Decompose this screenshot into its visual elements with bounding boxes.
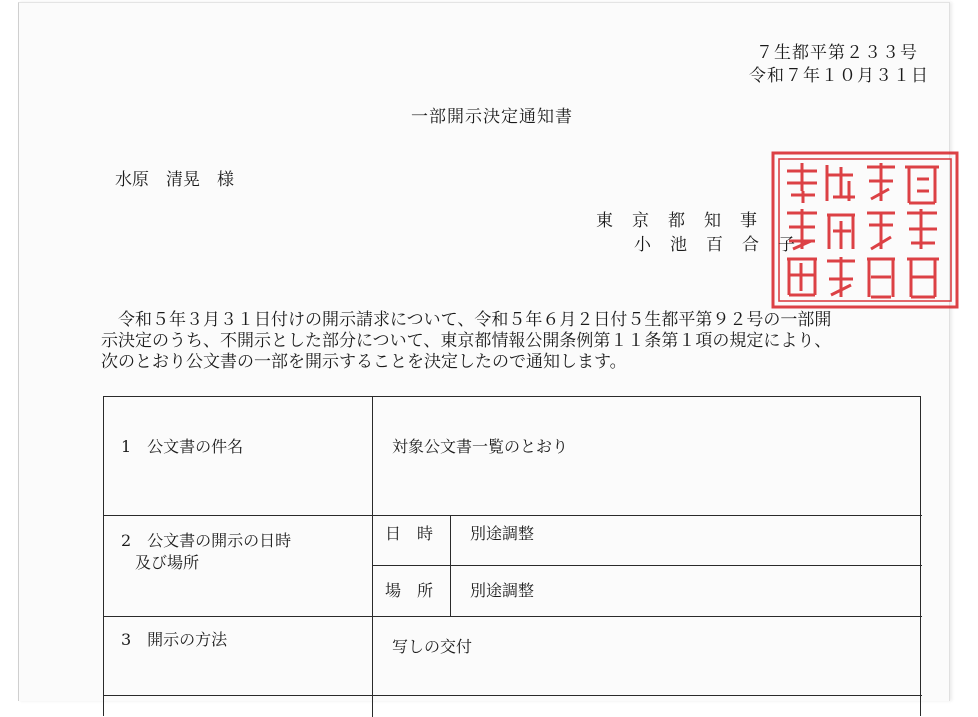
sub-column-divider bbox=[450, 515, 451, 616]
body-line-1: 令和５年３月３１日付けの開示請求について、令和５年６月２日付５生都平第９２号の一部開 bbox=[118, 310, 832, 330]
row-3-value: 写しの交付 bbox=[392, 637, 473, 656]
sender-name: 小池百合子 bbox=[634, 235, 814, 255]
row-2-sub-1-key: 日 時 bbox=[385, 524, 434, 543]
row-1-value: 対象公文書一覧のとおり bbox=[392, 437, 569, 456]
row-2-label-line-1: 2 公文書の開示の日時 bbox=[121, 531, 292, 550]
row-2-sub-2-key: 場 所 bbox=[385, 581, 434, 600]
body-line-2: 示決定のうち、不開示とした部分について、東京都情報公開条例第１１条第１項の規定により、 bbox=[101, 331, 832, 351]
reference-number: ７生都平第２３３号 bbox=[756, 43, 918, 63]
sub-row-divider bbox=[372, 565, 922, 566]
row-divider bbox=[104, 695, 922, 696]
document-page bbox=[18, 2, 950, 701]
issue-date: 令和７年１０月３１日 bbox=[749, 66, 929, 86]
document-title: 一部開示決定通知書 bbox=[411, 107, 573, 127]
row-2-sub-1-value: 別途調整 bbox=[470, 524, 535, 543]
sender-title: 東京都知事 bbox=[596, 211, 776, 231]
row-divider bbox=[104, 616, 922, 617]
column-divider bbox=[372, 397, 373, 717]
row-3-label: 3 開示の方法 bbox=[121, 630, 228, 649]
row-2-label-line-2: 及び場所 bbox=[135, 553, 200, 572]
row-divider bbox=[104, 515, 922, 516]
addressee: 水原 清晃 様 bbox=[115, 170, 234, 190]
row-2-sub-2-value: 別途調整 bbox=[470, 581, 535, 600]
row-1-label: 1 公文書の件名 bbox=[121, 437, 244, 456]
disclosure-table bbox=[103, 396, 921, 716]
body-line-3: 次のとおり公文書の一部を開示することを決定したので通知します。 bbox=[101, 352, 627, 372]
notice-body bbox=[101, 310, 978, 373]
